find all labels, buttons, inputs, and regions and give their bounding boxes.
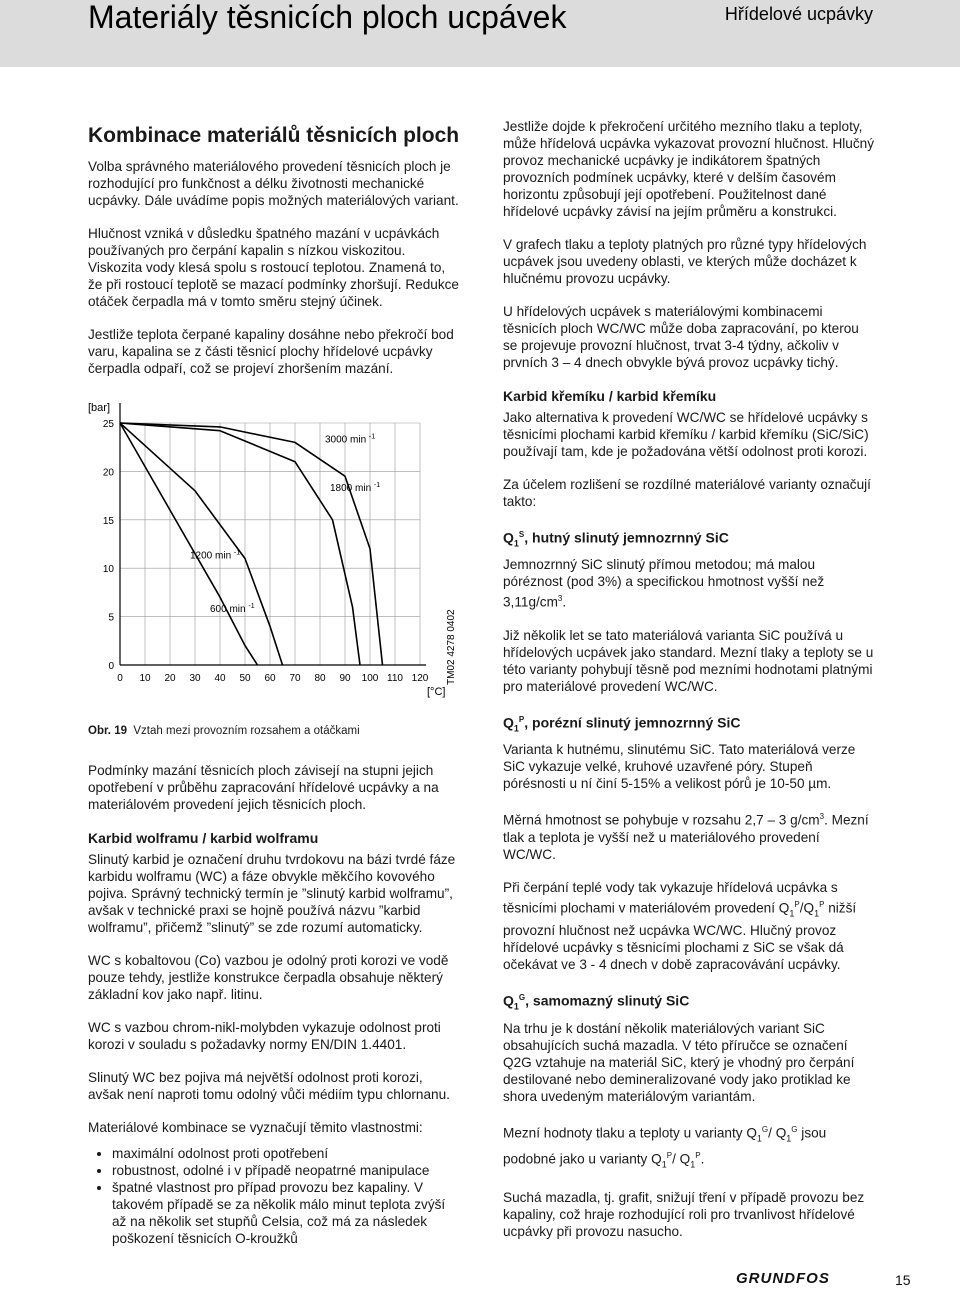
- x-tick-label: 0: [117, 673, 123, 684]
- series-line: [120, 423, 283, 665]
- x-tick-label: 20: [164, 673, 176, 684]
- paragraph: Jestliže dojde k překročení určitého mezního tlaku a teploty, může hřídelová ucpávka vykazovat provozní hlučnost. Hlučný provoz mechanické ucpávky je indikátorem špatných provozních podmínek ucpávky, které v delším časovém horizontu způsobují její opotřebení. Použitelnost dané hřídelové ucpávky závisí na jejím průměru a konstrukci.: [503, 119, 874, 219]
- right-column: [503, 118, 875, 1256]
- paragraph: Již několik let se tato materiálová varianta SiC používá u hřídelových ucpávek jako standard. Mezní tlaky a teploty se u této varianty pohybují těsně pod mezními hodnotami platnými pro materiálové provedení WC/WC.: [503, 627, 874, 694]
- pressure-temperature-chart: [88, 393, 460, 713]
- series-label: 1800 min $^{-1}$: [330, 481, 381, 494]
- x-tick-label: 30: [189, 673, 201, 684]
- paragraph: U hřídelových ucpávek s materiálovými kombinacemi těsnicích ploch WC/WC může doba zapracování, po kterou se projevuje provozní hlučnost, trvat 3-4 týdny, ačkoliv v prvních 3 – 4 dnech obvykle bývá provoz ucpávky tichý.: [503, 304, 859, 370]
- series-line: [120, 423, 360, 665]
- y-tick-label: 15: [102, 515, 114, 527]
- paragraph: Volba správného materiálového provedení těsnicích ploch je rozhodující pro funkčnost a délku životnosti mechanické ucpávky. Dále uvádíme popis možných materiálových variant.: [88, 159, 459, 208]
- x-tick-label: 100: [361, 673, 379, 684]
- list-item: • špatné vlastnost pro případ provozu bez kapaliny. V takovém případě se za několik málo minut teplota zvýší až na několik set stupňů Celsia, což má za následek poškození těsnicích O-kroužků: [112, 1179, 460, 1247]
- paragraph: V grafech tlaku a teploty platných pro různé typy hřídelových ucpávek jsou uvedeny oblasti, ve kterých může docházet k hlučnému provozu ucpávky.: [503, 237, 867, 286]
- y-tick-label: 5: [108, 612, 114, 624]
- list-item: • maximální odolnost proti opotřebení: [112, 1145, 460, 1162]
- properties-list: [88, 1145, 460, 1247]
- list-item: • robustnost, odolné i v případě neopatrné manipulace: [112, 1162, 460, 1179]
- figure-caption-text: Vztah mezi provozním rozsahem a otáčkami: [133, 725, 360, 737]
- paragraph: Za účelem rozlišení se rozdílné materiálové varianty označují takto:: [503, 477, 871, 509]
- paragraph: Jemnozrnný SiC slinutý přímou metodou; má malou póréznost (pod 3%) a specifickou hmotnost vyšší než $3,11g/cm^3$.: [503, 557, 825, 610]
- paragraph: Slinutý WC bez pojiva má největší odolnost proti korozi, avšak není naproti tomu odolný vůči médiím typu chlornanu.: [88, 1070, 450, 1102]
- x-tick-label: 110: [387, 673, 403, 684]
- subheading-q1s: $Q_1^S$, hutný slinutý jemnozrnný SiC: [503, 529, 729, 549]
- x-tick-label: 80: [314, 673, 326, 684]
- x-tick-label: 10: [139, 673, 151, 684]
- series-label: 1200 min $^{-1}$: [190, 549, 241, 562]
- x-tick-label: 70: [289, 673, 301, 684]
- x-tick-label: 40: [214, 673, 226, 684]
- subheading-q1g: $Q_1^G$, samomazný slinutý SiC: [503, 992, 690, 1012]
- x-axis-label: [°C]: [427, 686, 446, 698]
- series-label: 3000 min $^{-1}$: [325, 433, 376, 446]
- y-axis-label: [bar]: [88, 402, 111, 414]
- paragraph: Jestliže teplota čerpané kapaliny dosáhne nebo překročí bod varu, kapalina se z části těsnicí plochy hřídelové ucpávky čerpadla odpaří, což se projeví zhoršením mazání.: [88, 327, 454, 376]
- y-tick-label: 25: [102, 419, 114, 430]
- paragraph: Suchá mazadla, tj. grafit, snižují tření v případě provozu bez kapaliny, což hraje rozhodující roli pro trvanlivost hřídelové ucpávky při provozu nasucho.: [503, 1190, 865, 1240]
- x-tick-label: 120: [411, 673, 429, 684]
- subheading-wc: Karbid wolframu / karbid wolframu: [88, 830, 319, 846]
- chart-svg: [88, 393, 460, 713]
- y-tick-label: 0: [108, 661, 114, 672]
- paragraph: Při čerpání teplé vody tak vykazuje hřídelová ucpávka s těsnicími plochami v materiálovém provedení $Q_1^P/Q_1^P$ nižší provozní hlučnost než ucpávka WC/WC. Hlučný provoz hřídelové ucpávky s těsnicími plochami z SiC se však dá očekávat ve 3 - 4 dnech v době zapracovávání ucpávky.: [503, 879, 857, 973]
- paragraph: Jako alternativa k provedení WC/WC se hřídelové ucpávky s těsnicími plochami karbid křemíku / karbid křemíku (SiC/SiC) používají tam, kde je požadována větší odolnost proti korozi.: [503, 410, 869, 459]
- series-line: [120, 423, 258, 665]
- figure-code: TM02 4278 0402: [446, 609, 457, 685]
- paragraph: Materiálové kombinace se vyznačují těmito vlastnostmi:: [88, 1120, 423, 1135]
- page-number: 15: [895, 1272, 911, 1288]
- x-tick-label: 50: [239, 673, 251, 684]
- subheading-sic: Karbid křemíku / karbid křemíku: [503, 388, 717, 404]
- paragraph: Měrná hmotnost se pohybuje v rozsahu 2,7 – 3 $g/cm^3$. Mezní tlak a teplota je vyšší než u materiálového provedení WC/WC.: [503, 812, 869, 862]
- series-label: 600 min $^{-1}$: [210, 602, 255, 615]
- figure-caption: [88, 723, 460, 740]
- figure-number: Obr. 19: [88, 725, 127, 737]
- paragraph: Mezní hodnoty tlaku a teploty u varianty $Q_1^G/$ $Q_1^G$ jsou podobné jako u varianty $Q_1^P/$ $Q_1^P$.: [503, 1124, 827, 1170]
- page-header: [0, 0, 960, 67]
- paragraph: Slinutý karbid je označení druhu tvrdokovu na bázi tvrdé fáze karbidu wolframu (WC) a fáze obvykle měkčího kovového pojiva. Správný technický termín je ”slinutý karbid wolframu”, avšak v technické praxi se hojně používá názvu ”karbid wolframu”, přičemž ”slinutý” se zde rozumí automaticky.: [88, 852, 456, 935]
- x-tick-label: 90: [339, 673, 351, 684]
- grundfos-logo: GRUNDFOS: [736, 1270, 830, 1287]
- paragraph: Hlučnost vzniká v důsledku špatného mazání v ucpávkách používaných pro čerpání kapalin s nízkou viskozitou. Viskozita vody klesá spolu s rostoucí teplotou. Znamená to, že při rostoucí teplotě se mazací podmínky zhoršují. Redukce otáček čerpadla má v tomto směru stejný účinek.: [88, 226, 459, 309]
- page-title: Materiály těsnicích ploch ucpávek: [88, 0, 567, 35]
- subheading-q1p: $Q_1^P$, porézní slinutý jemnozrnný SiC: [503, 714, 741, 734]
- paragraph: Na trhu je k dostání několik materiálových variant SiC obsahujících suchá mazadla. V této příručce se označení Q2G vztahuje na materiál SiC, který je vhodný pro čerpání destilované nebo demineralizované vody jako protiklad ke shora uvedeným materiálovým variantám.: [503, 1020, 855, 1104]
- paragraph: Varianta k hutnému, slinutému SiC. Tato materiálová verze SiC vykazuje velké, kruhové uzavřené póry. Stupeň pórésnosti u ní činí 5-15% a velikost pórů je 10-50 µm.: [503, 742, 856, 792]
- section-label: Hřídelové ucpávky: [724, 4, 873, 24]
- paragraph: Podmínky mazání těsnicích ploch závisejí na stupni jejich opotřebení v průběhu zapracování hřídelové ucpávky a na materiálovém provedení jejich těsnicích ploch.: [88, 763, 439, 812]
- left-column: [88, 118, 460, 1247]
- paragraph: WC s kobaltovou (Co) vazbou je odolný proti korozi ve vodě pouze tehdy, jestliže konstrukce čerpadla obsahuje některý základní kov jako např. litinu.: [88, 953, 449, 1002]
- y-tick-label: 20: [102, 467, 114, 479]
- x-tick-label: 60: [264, 673, 276, 684]
- paragraph: WC s vazbou chrom-nikl-molybden vykazuje odolnost proti korozi v souladu s požadavky normy EN/DIN 1.4401.: [88, 1020, 441, 1052]
- section-heading: Kombinace materiálů těsnicích ploch: [88, 124, 460, 147]
- y-tick-label: 10: [102, 564, 114, 576]
